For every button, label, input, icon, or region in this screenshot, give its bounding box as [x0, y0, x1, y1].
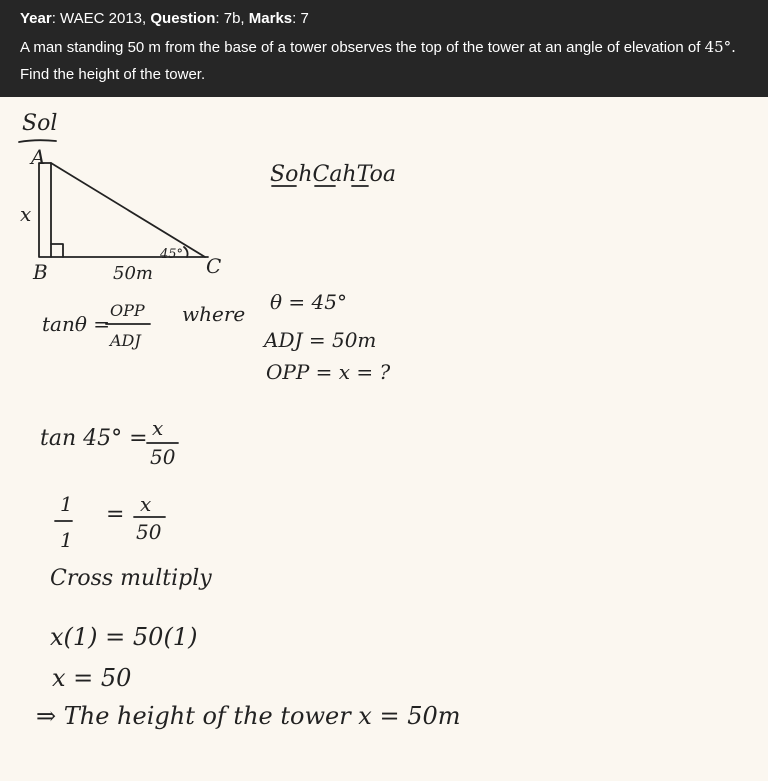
step2-equals: = — [106, 502, 125, 527]
sohcahtoa-mnemonic: SohCahToa — [270, 162, 396, 187]
given-adjacent: ADJ = 50m — [264, 328, 377, 352]
step2-left-denominator: 1 — [60, 528, 73, 552]
question-angle: 45°. — [704, 38, 736, 56]
step3-equation: x(1) = 50(1) — [50, 623, 198, 651]
cross-multiply-note: Cross multiply — [50, 566, 212, 591]
step1-denominator: 50 — [150, 445, 176, 469]
question-label: Question — [150, 10, 216, 27]
year-label: Year — [20, 10, 52, 27]
formula-numerator: OPP — [110, 301, 145, 320]
solution-heading: Sol — [22, 111, 58, 136]
base-length-label: 50m — [113, 263, 153, 284]
marks-value: 7 — [300, 10, 309, 27]
question-text — [20, 34, 748, 88]
angle-45-label: 45° — [160, 247, 184, 262]
step4-equation: x = 50 — [52, 664, 132, 692]
angle-arc — [184, 247, 188, 257]
question-meta: Year: WAEC 2013, Question: 7b, Marks: 7 — [20, 10, 309, 27]
hypotenuse-line — [51, 163, 205, 257]
given-theta: θ = 45° — [270, 290, 347, 314]
right-angle-marker — [51, 244, 63, 257]
handwritten-solution — [0, 97, 768, 781]
step2-right-denominator: 50 — [136, 520, 162, 544]
vertex-a-label: A — [31, 145, 46, 169]
given-opposite: OPP = x = ? — [266, 360, 391, 384]
step2-right-numerator: x — [140, 492, 152, 516]
question-number: 7b — [223, 10, 241, 27]
question-text-part1: A man standing 50 m from the base of a tower observes the top of the tower at an angle of elevation of — [20, 39, 701, 56]
solution-canvas — [0, 97, 768, 781]
question-line-2: Find the height of the tower. — [20, 66, 206, 83]
step1-numerator: x — [152, 416, 164, 440]
final-answer: ⇒ The height of the tower x = 50m — [36, 702, 461, 730]
triangle-diagram — [20, 145, 221, 284]
step1-lhs: tan 45° = — [40, 426, 148, 451]
tower-shape — [39, 163, 51, 257]
vertex-b-label: B — [33, 260, 48, 284]
side-x-label: x — [20, 202, 32, 226]
marks-label: Marks — [248, 10, 293, 27]
formula-lhs: tanθ = — [42, 312, 110, 336]
question-line-1 — [20, 34, 748, 61]
vertex-c-label: C — [206, 254, 222, 278]
step2-left-numerator: 1 — [60, 492, 73, 516]
year-value: WAEC 2013 — [60, 10, 143, 27]
question-header — [0, 0, 768, 97]
where-label: where — [182, 302, 246, 326]
heading-underline — [19, 140, 56, 142]
formula-denominator: ADJ — [110, 331, 141, 350]
